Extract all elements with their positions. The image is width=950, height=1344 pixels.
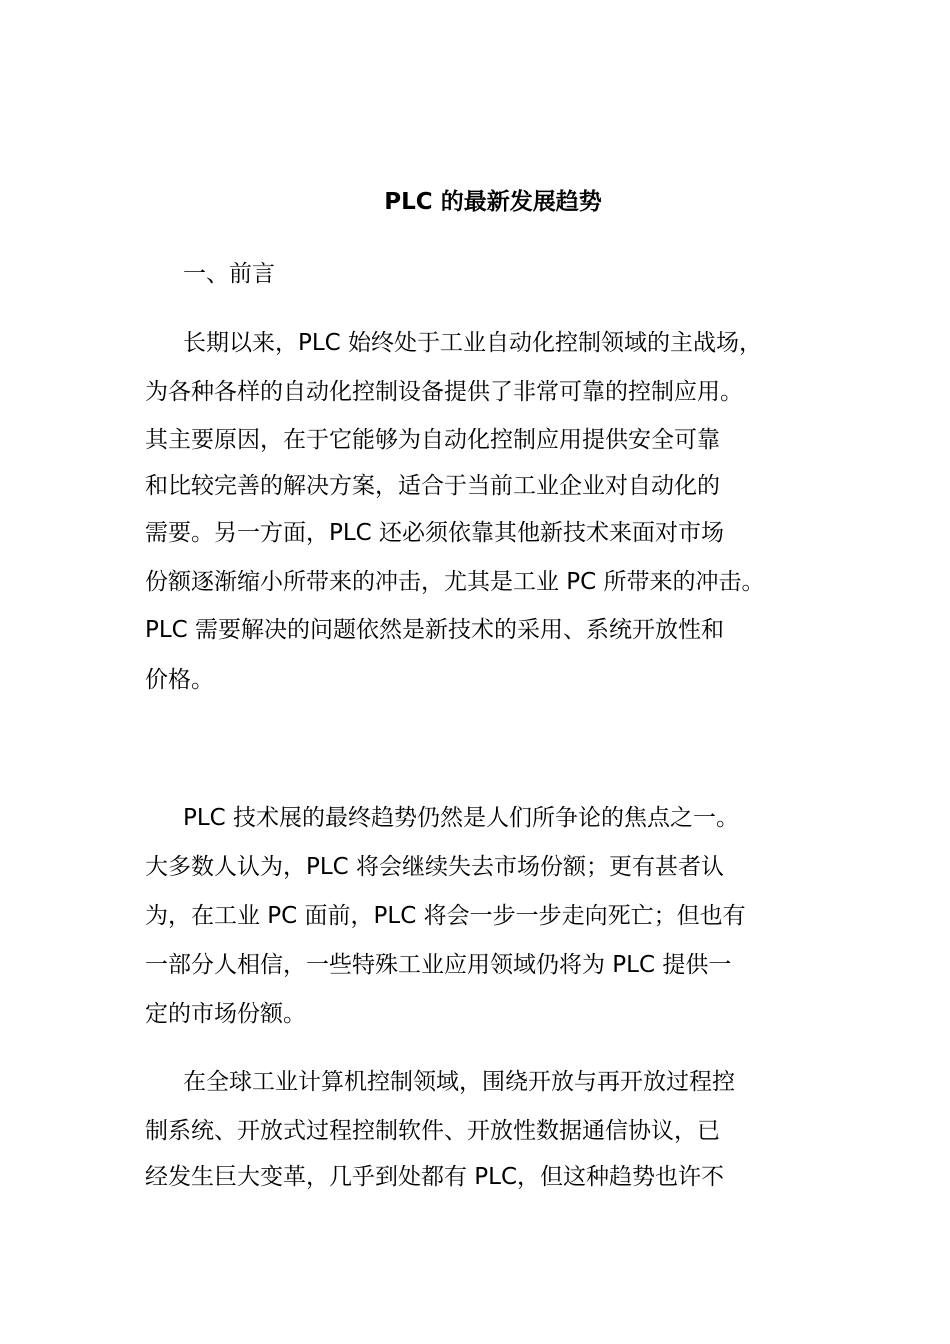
text-line: 大多数人认为，PLC 将会继续失去市场份额；更有甚者认 (145, 854, 725, 880)
text-line: 需要。另一方面，PLC 还必须依靠其他新技术来面对市场 (145, 520, 725, 546)
text-line: 一部分人相信，一些特殊工业应用领域仍将为 PLC 提供一 (145, 952, 732, 978)
text-line: 经发生巨大变革，几乎到处都有 PLC，但这种趋势也许不 (145, 1164, 725, 1190)
text-line: 在全球工业计算机控制领域，围绕开放与再开放过程控 (183, 1069, 735, 1095)
text-line: 定的市场份额。 (145, 1001, 306, 1027)
text-line: PLC 需要解决的问题依然是新技术的采用、系统开放性和 (145, 617, 725, 643)
text-line: 为各种各样的自动化控制设备提供了非常可靠的控制应用。 (145, 379, 743, 405)
text-line: 价格。 (145, 667, 214, 693)
text-line: 其主要原因，在于它能够为自动化控制应用提供安全可靠 (145, 427, 720, 453)
section-heading: 一、前言 (183, 261, 275, 287)
text-line: 长期以来，PLC 始终处于工业自动化控制领域的主战场， (183, 330, 763, 356)
text-line: 为，在工业 PC 面前，PLC 将会一步一步走向死亡；但也有 (145, 903, 746, 929)
document-title: PLC 的最新发展趋势 (384, 189, 602, 215)
text-line: 和比较完善的解决方案，适合于当前工业企业对自动化的 (145, 473, 720, 499)
text-line: 份额逐渐缩小所带来的冲击，尤其是工业 PC 所带来的冲击。 (145, 569, 765, 595)
text-line: 制系统、开放式过程控制软件、开放性数据通信协议，已 (145, 1118, 720, 1144)
text-line: PLC 技术展的最终趋势仍然是人们所争论的焦点之一。 (183, 805, 740, 831)
